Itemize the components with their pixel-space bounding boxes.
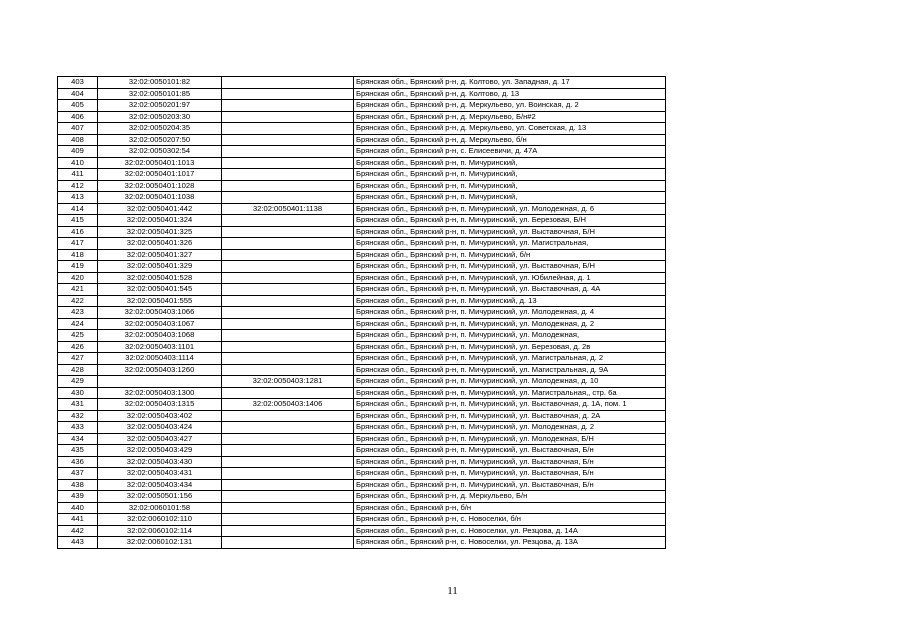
related-cadastral-number-cell xyxy=(222,514,354,526)
table-row xyxy=(58,100,666,112)
cadastral-number-cell: 32:02:0050401:528 xyxy=(98,272,222,284)
table-row xyxy=(58,215,666,227)
cadastral-number-cell: 32:02:0050403:1066 xyxy=(98,307,222,319)
row-number-cell: 418 xyxy=(58,249,98,261)
related-cadastral-number-cell xyxy=(222,88,354,100)
row-number-cell: 423 xyxy=(58,307,98,319)
table-row xyxy=(58,180,666,192)
table-row xyxy=(58,261,666,273)
table-row xyxy=(58,341,666,353)
table-row xyxy=(58,399,666,411)
cadastral-number-cell: 32:02:0050501:156 xyxy=(98,491,222,503)
related-cadastral-number-cell xyxy=(222,123,354,135)
cadastral-number-cell: 32:02:0050403:1101 xyxy=(98,341,222,353)
related-cadastral-number-cell xyxy=(222,433,354,445)
table-row xyxy=(58,203,666,215)
related-cadastral-number-cell xyxy=(222,169,354,181)
address-cell: Брянская обл., Брянский р-н, д. Меркульево, ул. Советская, д. 13 xyxy=(354,123,666,135)
address-cell: Брянская обл., Брянский р-н, п. Мичуринский, ул. Выставочная, д. 1А, пом. 1 xyxy=(354,399,666,411)
table-row xyxy=(58,537,666,549)
address-cell: Брянская обл., Брянский р-н, д. Колтово, д. 13 xyxy=(354,88,666,100)
related-cadastral-number-cell xyxy=(222,537,354,549)
table-row xyxy=(58,445,666,457)
row-number-cell: 407 xyxy=(58,123,98,135)
cadastral-number-cell: 32:02:0050403:427 xyxy=(98,433,222,445)
cadastral-number-cell: 32:02:0050401:545 xyxy=(98,284,222,296)
related-cadastral-number-cell xyxy=(222,238,354,250)
cadastral-number-cell: 32:02:0050403:1315 xyxy=(98,399,222,411)
address-cell: Брянская обл., Брянский р-н, д. Меркульево, б/н xyxy=(354,134,666,146)
table-row xyxy=(58,226,666,238)
row-number-cell: 413 xyxy=(58,192,98,204)
address-cell: Брянская обл., Брянский р-н, п. Мичуринский, ул. Магистральная, xyxy=(354,238,666,250)
table-row xyxy=(58,192,666,204)
cadastral-number-cell: 32:02:0050403:1300 xyxy=(98,387,222,399)
address-cell: Брянская обл., Брянский р-н, с. Новоселки, ул. Резцова, д. 13А xyxy=(354,537,666,549)
related-cadastral-number-cell xyxy=(222,134,354,146)
address-cell: Брянская обл., Брянский р-н, п. Мичуринский, xyxy=(354,169,666,181)
cadastral-number-cell: 32:02:0060102:131 xyxy=(98,537,222,549)
address-cell: Брянская обл., Брянский р-н, п. Мичуринский, ул. Молодежная, Б/Н xyxy=(354,433,666,445)
related-cadastral-number-cell xyxy=(222,364,354,376)
address-cell: Брянская обл., Брянский р-н, п. Мичуринский, ул. Молодежная, д. 10 xyxy=(354,376,666,388)
cadastral-number-cell: 32:02:0050401:329 xyxy=(98,261,222,273)
related-cadastral-number-cell xyxy=(222,353,354,365)
related-cadastral-number-cell xyxy=(222,387,354,399)
table-body xyxy=(58,77,666,549)
table-row xyxy=(58,284,666,296)
cadastral-number-cell: 32:02:0050403:1114 xyxy=(98,353,222,365)
address-cell: Брянская обл., Брянский р-н, п. Мичуринский, ул. Молодежная, xyxy=(354,330,666,342)
related-cadastral-number-cell xyxy=(222,422,354,434)
related-cadastral-number-cell xyxy=(222,468,354,480)
row-number-cell: 432 xyxy=(58,410,98,422)
row-number-cell: 438 xyxy=(58,479,98,491)
cadastral-number-cell: 32:02:0050401:325 xyxy=(98,226,222,238)
row-number-cell: 435 xyxy=(58,445,98,457)
row-number-cell: 409 xyxy=(58,146,98,158)
row-number-cell: 403 xyxy=(58,77,98,89)
address-cell: Брянская обл., Брянский р-н, п. Мичуринский, ул. Выставочная, Б/Н xyxy=(354,226,666,238)
related-cadastral-number-cell xyxy=(222,502,354,514)
table-row xyxy=(58,146,666,158)
row-number-cell: 437 xyxy=(58,468,98,480)
related-cadastral-number-cell xyxy=(222,456,354,468)
address-cell: Брянская обл., Брянский р-н, п. Мичуринский, ул. Молодежная, д. 4 xyxy=(354,307,666,319)
cadastral-number-cell: 32:02:0050401:324 xyxy=(98,215,222,227)
related-cadastral-number-cell xyxy=(222,330,354,342)
row-number-cell: 431 xyxy=(58,399,98,411)
cadastral-number-cell: 32:02:0060102:110 xyxy=(98,514,222,526)
table-row xyxy=(58,514,666,526)
related-cadastral-number-cell xyxy=(222,284,354,296)
row-number-cell: 434 xyxy=(58,433,98,445)
related-cadastral-number-cell xyxy=(222,491,354,503)
row-number-cell: 424 xyxy=(58,318,98,330)
table-row xyxy=(58,111,666,123)
related-cadastral-number-cell xyxy=(222,307,354,319)
address-cell: Брянская обл., Брянский р-н, д. Меркульево, Б/н#2 xyxy=(354,111,666,123)
cadastral-number-cell: 32:02:0050401:326 xyxy=(98,238,222,250)
related-cadastral-number-cell xyxy=(222,146,354,158)
table-row xyxy=(58,491,666,503)
related-cadastral-number-cell: 32:02:0050403:1406 xyxy=(222,399,354,411)
row-number-cell: 441 xyxy=(58,514,98,526)
row-number-cell: 443 xyxy=(58,537,98,549)
page-number: 11 xyxy=(447,585,458,597)
address-cell: Брянская обл., Брянский р-н, п. Мичуринский, ул. Выставочная, Б/н xyxy=(354,468,666,480)
table-row xyxy=(58,77,666,89)
row-number-cell: 411 xyxy=(58,169,98,181)
cadastral-number-cell: 32:02:0050403:1260 xyxy=(98,364,222,376)
table-row xyxy=(58,88,666,100)
row-number-cell: 421 xyxy=(58,284,98,296)
address-cell: Брянская обл., Брянский р-н, п. Мичуринский, ул. Выставочная, Б/н xyxy=(354,456,666,468)
address-cell: Брянская обл., Брянский р-н, с. Новоселки, б/н xyxy=(354,514,666,526)
row-number-cell: 410 xyxy=(58,157,98,169)
table-row xyxy=(58,157,666,169)
address-cell: Брянская обл., Брянский р-н, п. Мичуринский, ул. Выставочная, Б/н xyxy=(354,445,666,457)
cadastral-number-cell: 32:02:0050403:1067 xyxy=(98,318,222,330)
related-cadastral-number-cell xyxy=(222,100,354,112)
cadastral-number-cell: 32:02:0050401:1028 xyxy=(98,180,222,192)
row-number-cell: 430 xyxy=(58,387,98,399)
address-cell: Брянская обл., Брянский р-н, с. Елисеевичи, д. 47А xyxy=(354,146,666,158)
table-row xyxy=(58,364,666,376)
cadastral-number-cell: 32:02:0050403:434 xyxy=(98,479,222,491)
row-number-cell: 433 xyxy=(58,422,98,434)
related-cadastral-number-cell: 32:02:0050403:1281 xyxy=(222,376,354,388)
row-number-cell: 414 xyxy=(58,203,98,215)
related-cadastral-number-cell xyxy=(222,261,354,273)
row-number-cell: 436 xyxy=(58,456,98,468)
related-cadastral-number-cell xyxy=(222,215,354,227)
address-cell: Брянская обл., Брянский р-н, п. Мичуринский, ул. Магистральная, д. 2 xyxy=(354,353,666,365)
row-number-cell: 426 xyxy=(58,341,98,353)
table-row xyxy=(58,307,666,319)
address-cell: Брянская обл., Брянский р-н, б/н xyxy=(354,502,666,514)
row-number-cell: 420 xyxy=(58,272,98,284)
related-cadastral-number-cell xyxy=(222,249,354,261)
address-cell: Брянская обл., Брянский р-н, п. Мичуринский, б/н xyxy=(354,249,666,261)
row-number-cell: 425 xyxy=(58,330,98,342)
cadastral-number-cell: 32:02:0050403:429 xyxy=(98,445,222,457)
cadastral-number-cell xyxy=(98,376,222,388)
table-row xyxy=(58,422,666,434)
table-row xyxy=(58,479,666,491)
address-cell: Брянская обл., Брянский р-н, п. Мичуринский, xyxy=(354,192,666,204)
cadastral-number-cell: 32:02:0050403:424 xyxy=(98,422,222,434)
cadastral-number-cell: 32:02:0060101:58 xyxy=(98,502,222,514)
address-cell: Брянская обл., Брянский р-н, п. Мичуринский, д. 13 xyxy=(354,295,666,307)
related-cadastral-number-cell xyxy=(222,272,354,284)
row-number-cell: 440 xyxy=(58,502,98,514)
cadastral-number-cell: 32:02:0060102:114 xyxy=(98,525,222,537)
cadastral-number-cell: 32:02:0050204:35 xyxy=(98,123,222,135)
address-cell: Брянская обл., Брянский р-н, п. Мичуринский, ул. Магистральная, д. 9А xyxy=(354,364,666,376)
cadastral-number-cell: 32:02:0050401:1017 xyxy=(98,169,222,181)
row-number-cell: 439 xyxy=(58,491,98,503)
related-cadastral-number-cell xyxy=(222,410,354,422)
table-row xyxy=(58,330,666,342)
table-row xyxy=(58,238,666,250)
cadastral-number-cell: 32:02:0050403:431 xyxy=(98,468,222,480)
table-row xyxy=(58,272,666,284)
table-row xyxy=(58,456,666,468)
row-number-cell: 406 xyxy=(58,111,98,123)
cadastral-number-cell: 32:02:0050401:327 xyxy=(98,249,222,261)
table-row xyxy=(58,433,666,445)
row-number-cell: 415 xyxy=(58,215,98,227)
row-number-cell: 442 xyxy=(58,525,98,537)
address-cell: Брянская обл., Брянский р-н, д. Колтово, ул. Западная, д. 17 xyxy=(354,77,666,89)
related-cadastral-number-cell xyxy=(222,180,354,192)
cadastral-number-cell: 32:02:0050302:54 xyxy=(98,146,222,158)
address-cell: Брянская обл., Брянский р-н, п. Мичуринский, ул. Выставочная, д. 4А xyxy=(354,284,666,296)
table-row xyxy=(58,376,666,388)
table-row xyxy=(58,353,666,365)
cadastral-number-cell: 32:02:0050401:1038 xyxy=(98,192,222,204)
cadastral-number-cell: 32:02:0050401:555 xyxy=(98,295,222,307)
related-cadastral-number-cell xyxy=(222,445,354,457)
related-cadastral-number-cell xyxy=(222,226,354,238)
related-cadastral-number-cell xyxy=(222,295,354,307)
cadastral-number-cell: 32:02:0050207:50 xyxy=(98,134,222,146)
cadastral-number-cell: 32:02:0050401:442 xyxy=(98,203,222,215)
related-cadastral-number-cell xyxy=(222,77,354,89)
related-cadastral-number-cell xyxy=(222,192,354,204)
cadastral-number-cell: 32:02:0050401:1013 xyxy=(98,157,222,169)
related-cadastral-number-cell xyxy=(222,341,354,353)
address-cell: Брянская обл., Брянский р-н, с. Новоселки, ул. Резцова, д. 14А xyxy=(354,525,666,537)
table-row xyxy=(58,387,666,399)
address-cell: Брянская обл., Брянский р-н, п. Мичуринский, ул. Выставочная, Б/н xyxy=(354,479,666,491)
row-number-cell: 429 xyxy=(58,376,98,388)
row-number-cell: 405 xyxy=(58,100,98,112)
row-number-cell: 419 xyxy=(58,261,98,273)
table-row xyxy=(58,169,666,181)
address-cell: Брянская обл., Брянский р-н, п. Мичуринский, ул. Выставочная, д. 2А xyxy=(354,410,666,422)
related-cadastral-number-cell xyxy=(222,479,354,491)
related-cadastral-number-cell xyxy=(222,525,354,537)
address-cell: Брянская обл., Брянский р-н, п. Мичуринский, xyxy=(354,157,666,169)
table-row xyxy=(58,318,666,330)
row-number-cell: 422 xyxy=(58,295,98,307)
table-row xyxy=(58,525,666,537)
table-row xyxy=(58,123,666,135)
cadastral-number-cell: 32:02:0050201:97 xyxy=(98,100,222,112)
address-cell: Брянская обл., Брянский р-н, п. Мичуринский, ул. Молодежная, д. 2 xyxy=(354,318,666,330)
table-row xyxy=(58,468,666,480)
cadastral-number-cell: 32:02:0050403:1068 xyxy=(98,330,222,342)
address-cell: Брянская обл., Брянский р-н, п. Мичуринский, ул. Магистральная,, стр. 6а xyxy=(354,387,666,399)
table-row xyxy=(58,295,666,307)
address-cell: Брянская обл., Брянский р-н, п. Мичуринский, xyxy=(354,180,666,192)
row-number-cell: 404 xyxy=(58,88,98,100)
address-cell: Брянская обл., Брянский р-н, п. Мичуринский, ул. Березовая, д. 2в xyxy=(354,341,666,353)
row-number-cell: 408 xyxy=(58,134,98,146)
address-cell: Брянская обл., Брянский р-н, п. Мичуринский, ул. Выставочная, Б/Н xyxy=(354,261,666,273)
related-cadastral-number-cell xyxy=(222,111,354,123)
address-cell: Брянская обл., Брянский р-н, д. Меркульево, ул. Воинская, д. 2 xyxy=(354,100,666,112)
table-row xyxy=(58,249,666,261)
table-row xyxy=(58,410,666,422)
cadastral-number-cell: 32:02:0050403:430 xyxy=(98,456,222,468)
table-row xyxy=(58,502,666,514)
address-cell: Брянская обл., Брянский р-н, п. Мичуринский, ул. Юбилейная, д. 1 xyxy=(354,272,666,284)
cadastral-register-table xyxy=(57,76,666,549)
cadastral-number-cell: 32:02:0050203:30 xyxy=(98,111,222,123)
row-number-cell: 428 xyxy=(58,364,98,376)
address-cell: Брянская обл., Брянский р-н, д. Меркульево, Б/н xyxy=(354,491,666,503)
cadastral-number-cell: 32:02:0050101:85 xyxy=(98,88,222,100)
row-number-cell: 416 xyxy=(58,226,98,238)
related-cadastral-number-cell xyxy=(222,318,354,330)
cadastral-number-cell: 32:02:0050403:402 xyxy=(98,410,222,422)
row-number-cell: 417 xyxy=(58,238,98,250)
related-cadastral-number-cell xyxy=(222,157,354,169)
address-cell: Брянская обл., Брянский р-н, п. Мичуринский, ул. Березовая, Б/Н xyxy=(354,215,666,227)
row-number-cell: 412 xyxy=(58,180,98,192)
table-row xyxy=(58,134,666,146)
cadastral-number-cell: 32:02:0050101:82 xyxy=(98,77,222,89)
address-cell: Брянская обл., Брянский р-н, п. Мичуринский, ул. Молодежная, д. 6 xyxy=(354,203,666,215)
related-cadastral-number-cell: 32:02:0050401:1138 xyxy=(222,203,354,215)
row-number-cell: 427 xyxy=(58,353,98,365)
address-cell: Брянская обл., Брянский р-н, п. Мичуринский, ул. Молодежная, д. 2 xyxy=(354,422,666,434)
